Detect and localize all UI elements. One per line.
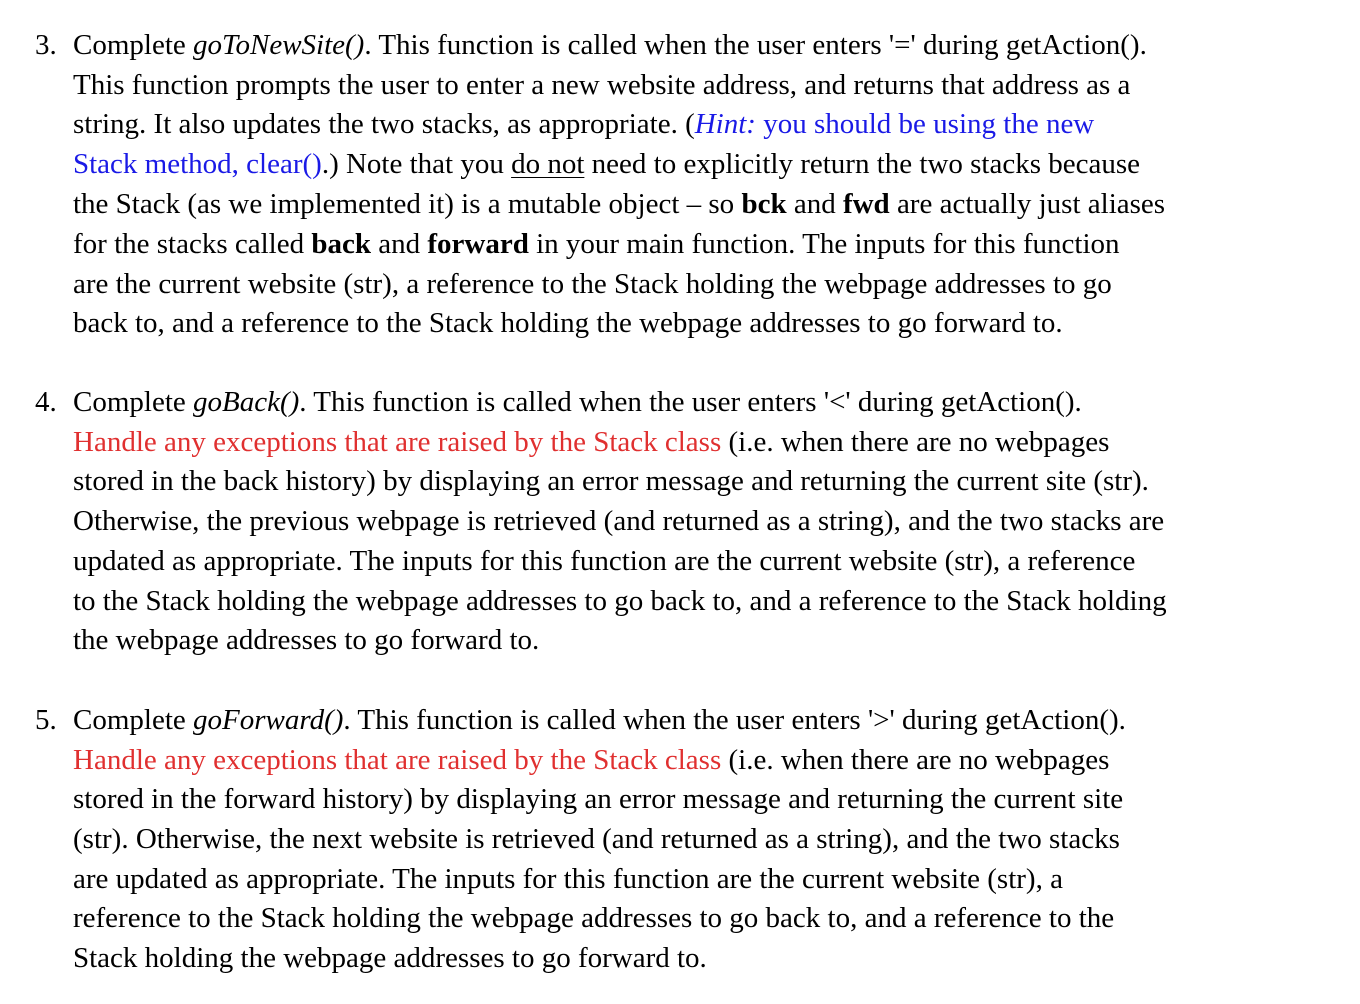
item-line (73, 859, 1063, 899)
text-run: (i.e. when there are no webpages (721, 426, 1110, 458)
item-number: 3. (35, 29, 57, 61)
text-run: stored in the back history) by displaying an error message and returning the current site (str). (73, 465, 1149, 497)
text-run: are updated as appropriate. The inputs for this function are the current website (str), a (73, 863, 1063, 895)
item-line (73, 461, 1149, 501)
item-line (73, 740, 1109, 780)
text-run: reference to the Stack holding the webpage addresses to go back to, and a reference to the (73, 902, 1115, 934)
text-run: are actually just aliases (889, 188, 1166, 220)
bold-text: back (311, 228, 371, 260)
item-line (73, 422, 1109, 462)
text-run: string. It also updates the two stacks, as appropriate. ( (73, 108, 695, 140)
bold-text: forward (427, 228, 529, 260)
item-line (73, 938, 707, 978)
text-run: . This function is called when the user enters '>' during getAction(). (343, 704, 1126, 736)
item-line (73, 620, 539, 660)
text-run: updated as appropriate. The inputs for this function are the current website (str), a reference (73, 545, 1136, 577)
text-run: This function prompts the user to enter a new website address, and returns that address as a (73, 69, 1131, 101)
text-run: are the current website (str), a reference to the Stack holding the webpage addresses to go (73, 268, 1112, 300)
text-run: .) Note that you (321, 148, 512, 180)
text-run: the Stack (as we implemented it) is a mutable object – so (73, 188, 742, 220)
text-run: Complete (73, 386, 194, 418)
text-run: Complete (73, 704, 194, 736)
text-run: back to, and a reference to the Stack holding the webpage addresses to go forward to. (73, 307, 1063, 339)
item-line (73, 25, 1147, 65)
item-line (73, 541, 1135, 581)
text-run: . This function is called when the user enters '=' during getAction(). (364, 29, 1147, 61)
item-line (73, 700, 1126, 740)
italic-text: goToNewSite() (193, 29, 365, 61)
text-run: the webpage addresses to go forward to. (73, 624, 540, 656)
item-line (73, 303, 1063, 343)
text-run: (str). Otherwise, the next website is retrieved (and returned as a string), and the two stacks (73, 823, 1120, 855)
emphasis-text: Handle any exceptions that are raised by the Stack class (73, 426, 722, 458)
item-line (73, 184, 1165, 224)
text-run: Stack holding the webpage addresses to go forward to. (73, 942, 707, 974)
bold-text: bck (741, 188, 787, 220)
text-run: and (370, 228, 428, 260)
item-line (73, 501, 1164, 541)
item-line (73, 144, 1140, 184)
item-line (73, 898, 1114, 938)
item-line (73, 65, 1130, 105)
text-run: (i.e. when there are no webpages (721, 744, 1110, 776)
item-line (73, 382, 1082, 422)
text-run: in your main function. The inputs for this function (528, 228, 1120, 260)
text-run: . This function is called when the user enters '<' during getAction(). (299, 386, 1082, 418)
hint-text: you should be using the new (755, 108, 1095, 140)
item-line (73, 264, 1112, 304)
text-run: and (786, 188, 843, 220)
item-line (73, 779, 1123, 819)
item-line (73, 581, 1167, 621)
italic-text: goBack() (193, 386, 300, 418)
text-run: stored in the forward history) by displaying an error message and returning the current site (73, 783, 1124, 815)
text-run: Complete (73, 29, 194, 61)
text-run: for the stacks called (73, 228, 312, 260)
item-line (73, 224, 1120, 264)
text-run: need to explicitly return the two stacks because (584, 148, 1141, 180)
bold-text: fwd (842, 188, 890, 220)
item-number: 4. (35, 386, 57, 418)
item-line (73, 104, 1094, 144)
text-run: to the Stack holding the webpage addresses to go back to, and a reference to the Stack holding (73, 585, 1167, 617)
text-run: Otherwise, the previous webpage is retrieved (and returned as a string), and the two stacks are (73, 505, 1165, 537)
item-line (73, 819, 1120, 859)
hint-label: Hint: (694, 108, 756, 140)
italic-text: goForward() (193, 704, 344, 736)
emphasis-text: Handle any exceptions that are raised by the Stack class (73, 744, 722, 776)
hint-text: Stack method, clear() (73, 148, 322, 180)
underlined-text: do not (511, 148, 585, 180)
item-number: 5. (35, 704, 57, 736)
